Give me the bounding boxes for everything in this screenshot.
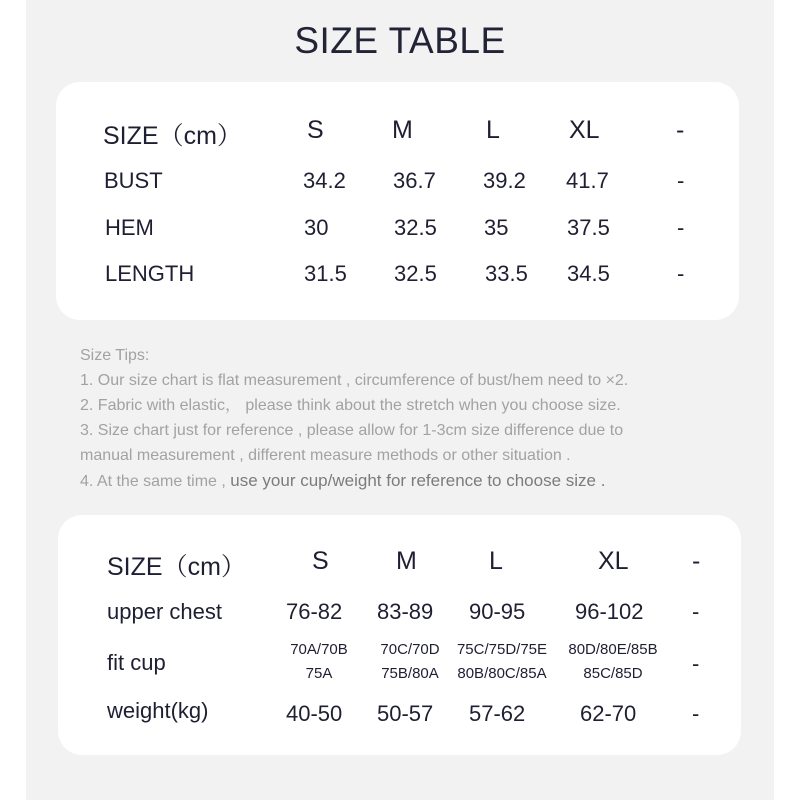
table1-row-label: LENGTH: [105, 261, 195, 286]
table2-row-label: weight(kg): [107, 698, 209, 723]
table1-row-label: BUST: [104, 168, 163, 193]
cup-size-line: 70A/70B: [290, 641, 348, 658]
table2-header-l: L: [489, 547, 503, 575]
table2-header-xl: XL: [598, 547, 629, 575]
table2-header-size: SIZE（cm）: [107, 553, 246, 581]
cup-size-line: 80B/80C/85A: [457, 665, 547, 682]
table1-cell: -: [677, 261, 685, 286]
table2-cell: 96-102: [575, 599, 644, 624]
table1-cell: 31.5: [304, 261, 347, 286]
table2-row-label: upper chest: [107, 599, 222, 624]
size-tip: 3. Size chart just for reference , please allow for 1-3cm size difference due to: [80, 422, 624, 439]
table2-cell: [368, 638, 452, 686]
table2-cell: 57-62: [469, 701, 526, 726]
size-tip: 1. Our size chart is flat measurement , circumference of bust/hem need to ×2.: [80, 372, 629, 389]
table2-cell: 62-70: [580, 701, 637, 726]
size-tip: 2. Fabric with elastic， please think about the stretch when you choose size.: [80, 397, 621, 414]
cup-size-line: 75B/80A: [381, 665, 439, 682]
table1-cell: 33.5: [485, 261, 528, 286]
size-tip-emphasis: use your cup/weight for reference to choose size .: [230, 471, 606, 490]
table2-cell: 40-50: [286, 701, 343, 726]
size-tips: [80, 343, 740, 494]
table1-header-m: M: [392, 116, 413, 144]
size-tips-heading: Size Tips:: [80, 347, 150, 364]
table1-header-s: S: [307, 116, 324, 144]
table1-header-dash: -: [676, 116, 685, 144]
table1-cell: 34.2: [303, 168, 346, 193]
table2-cell: [449, 638, 555, 686]
table2-cell: -: [692, 599, 700, 624]
table2-cell: 83-89: [377, 599, 434, 624]
table1-header-l: L: [486, 116, 500, 144]
table2-cell: [278, 638, 360, 686]
table1-cell: 39.2: [483, 168, 526, 193]
table1-cell: 30: [304, 215, 329, 240]
size-tip-prefix: 4. At the same time ,: [80, 473, 231, 490]
table2-cell: 76-82: [286, 599, 343, 624]
table2-cell: -: [692, 651, 700, 676]
table2-row-label: fit cup: [107, 650, 166, 675]
table1-header-xl: XL: [569, 116, 600, 144]
table2-cell: 90-95: [469, 599, 526, 624]
table1-cell: 32.5: [394, 261, 437, 286]
cup-size-line: 70C/70D: [380, 641, 440, 658]
table2-cell: [558, 638, 668, 686]
table2-cell: -: [692, 701, 700, 726]
table1-cell: 34.5: [567, 261, 610, 286]
cup-size-line: 85C/85D: [583, 665, 643, 682]
table1-cell: 36.7: [393, 168, 436, 193]
table1-cell: -: [677, 215, 685, 240]
size-tip: [80, 468, 740, 494]
table1-cell: 35: [484, 215, 509, 240]
table1-cell: -: [677, 168, 685, 193]
page-title: SIZE TABLE: [294, 20, 506, 61]
cup-size-line: 80D/80E/85B: [568, 641, 658, 658]
cup-size-line: 75C/75D/75E: [456, 641, 548, 658]
table1-header-size: SIZE（cm）: [103, 122, 242, 150]
cup-size-line: 75A: [305, 665, 333, 682]
size-tip: manual measurement , different measure methods or other situation .: [80, 447, 571, 464]
table1-row-label: HEM: [105, 215, 154, 240]
table2-cell: 50-57: [377, 701, 434, 726]
table1-cell: 37.5: [567, 215, 610, 240]
table2-header-s: S: [312, 547, 329, 575]
table1-cell: 32.5: [394, 215, 437, 240]
table1-cell: 41.7: [566, 168, 609, 193]
table2-header-m: M: [396, 547, 417, 575]
table2-header-dash: -: [692, 547, 701, 575]
